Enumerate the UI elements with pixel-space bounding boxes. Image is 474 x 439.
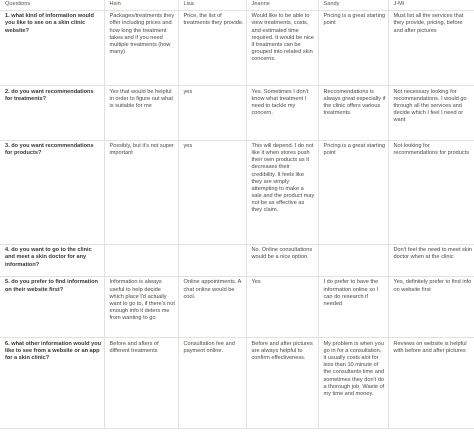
answer-cell-hsin: Packages/treatments they offer including prices and how long the treatment takes and if you need multiple treatments (how many) (104, 11, 178, 86)
answer-cell-jeanne: No. Online consultations would be a nice option. (246, 244, 318, 276)
answer-cell-j-mi: Not necessary looking for recommendations. I would go through all the services and decide which I feel I need or want (388, 86, 474, 140)
table-row (0, 86, 474, 140)
answer-cell-lisa: yes (178, 86, 246, 140)
answer-cell-sandy: Pricing is a great starting point (318, 140, 388, 244)
question-cell: 3. do you want recommendations for products? (0, 140, 104, 244)
answer-cell-lisa: Price, the list of treatments they provide. (178, 11, 246, 86)
question-cell: 2. do you want recommendations for treatments? (0, 86, 104, 140)
answer-cell-jeanne: Yes (246, 277, 318, 338)
table-row (0, 244, 474, 276)
answer-cell-j-mi: Don't feel the need to meet skin doctor when at the clinic (388, 244, 474, 276)
table-row (0, 338, 474, 428)
question-cell: 6. what other information would you like to see from a website or an app for a skin clinic? (0, 338, 104, 428)
answer-cell-lisa: Consultation fee and payment online. (178, 338, 246, 428)
answer-cell-lisa: yes (178, 140, 246, 244)
answer-cell-hsin: Information is always useful to help decide which place I'd actually want to go to, if there's not enough info it deters me from wanting to go (104, 277, 178, 338)
answer-cell-hsin: Before and afters of different treatments (104, 338, 178, 428)
answer-cell-j-mi: Reviews on website is helpful with before and after pictures (388, 338, 474, 428)
header-sandy: Sandy (318, 0, 388, 11)
table-row (0, 140, 474, 244)
answer-cell-j-mi: Yes, definitely prefer to find info on website first (388, 277, 474, 338)
answer-cell-jeanne: Would like to be able to view treatments, costs, and estimated time required. It would be nice if treatments can be grouped into related skin concerns. (246, 11, 318, 86)
answer-cell-sandy (318, 244, 388, 276)
answer-cell-hsin: Yes that would be helpful in order to figure out what is suitable for me (104, 86, 178, 140)
table-body (0, 11, 474, 429)
answer-cell-jeanne: Before and after pictures are always helpful to confirm effectiveness. (246, 338, 318, 428)
question-cell: 4. do you want to go to the clinic and meet a skin doctor for any information? (0, 244, 104, 276)
table-row (0, 277, 474, 338)
header-jeanne: Jeanne (246, 0, 318, 11)
answer-cell-jeanne: This will depend. I do not like it when stores push their own products as it decreases their credibility. It feels like they are simply attempting to make a sale and the product may not be as effective as they claim. (246, 140, 318, 244)
table-header (0, 0, 474, 11)
header-lisa: Lisa (178, 0, 246, 11)
answer-cell-hsin: Possibly, but it's not super important (104, 140, 178, 244)
answer-cell-lisa (178, 244, 246, 276)
answer-cell-hsin (104, 244, 178, 276)
answer-cell-sandy: Reccomendations is always great especially if the clinic offers various treatments. (318, 86, 388, 140)
header-hsin: Hsin (104, 0, 178, 11)
answer-cell-sandy: My problem is when you go in for a consultation, it usually costs alot for less than 10 minute of the consultants time and sometimes they don't do a thorough job. Waste of my time and money. (318, 338, 388, 428)
header-questions: Questions (0, 0, 104, 11)
answer-cell-lisa: Online appointments. A chat online would be cool. (178, 277, 246, 338)
question-cell: 5. do you prefer to find information on their website first? (0, 277, 104, 338)
header-j-mi: J-Mi (388, 0, 474, 11)
header-row (0, 0, 474, 11)
answer-cell-sandy: I do prefer to have the information online so I can do research if needed (318, 277, 388, 338)
question-cell: 1. what kind of information would you like to see on a skin clinic website? (0, 11, 104, 86)
answer-cell-sandy: Pricing is a great starting point (318, 11, 388, 86)
table-row (0, 11, 474, 86)
answer-cell-j-mi: Must list all the services that they provide, pricing, before and after pictures (388, 11, 474, 86)
answer-cell-jeanne: Yes. Sometimes I don't know what treatment I need to tackle my concern. (246, 86, 318, 140)
answer-cell-j-mi: Not looking for recommendations for products (388, 140, 474, 244)
